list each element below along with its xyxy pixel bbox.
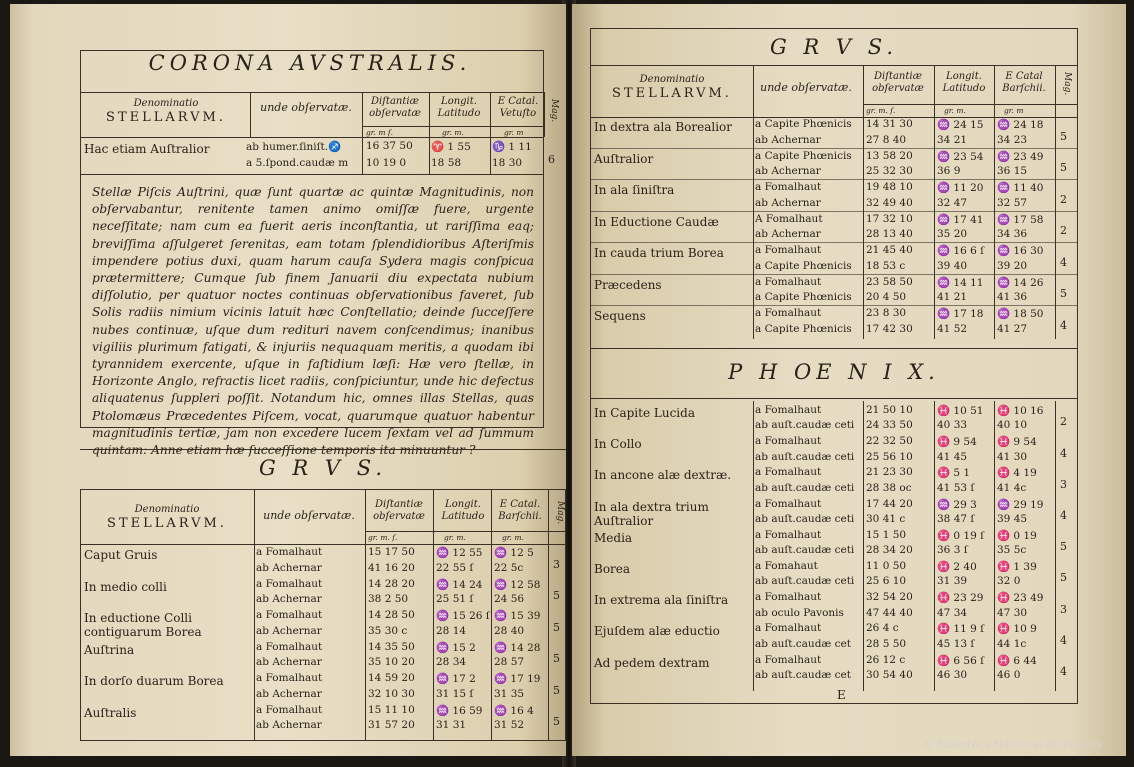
catalog-value: 34 23 <box>997 133 1028 146</box>
observed-distance: 28 13 40 <box>866 228 913 240</box>
observed-distance: 15 11 10 <box>368 703 415 716</box>
longitude-latitude: 36 9 <box>937 165 961 177</box>
observed-from: a Fomalhaut <box>755 528 822 541</box>
longitude-latitude: ♒ 14 11 <box>937 276 984 289</box>
observed-from: a Fomalhaut <box>755 653 822 666</box>
catalog-value: ♒ 16 30 <box>997 245 1044 257</box>
corona-header-distantiae: Diſtantiæ obſervatæ <box>369 96 421 119</box>
longitude-latitude: ♒ 15 26 ſ <box>436 610 490 622</box>
longitude-latitude: ♒ 24 15 <box>937 119 984 131</box>
observed-from: a Capite Phœnicis <box>755 322 852 335</box>
catalog-value: 46 0 <box>997 669 1021 681</box>
catalog-value: ♓ 1 39 <box>997 561 1037 573</box>
observed-from: a Fomalhaut <box>256 546 323 558</box>
catalog-value: 31 52 <box>494 719 525 731</box>
corona-unit-long: gr. m. <box>442 128 464 137</box>
observed-from: a Capite Phœnicis <box>755 259 852 272</box>
magnitude: 6 <box>548 153 555 166</box>
magnitude: 5 <box>553 683 560 697</box>
row-divider <box>590 179 1078 180</box>
observed-distance: 14 35 50 <box>368 640 415 653</box>
catalog-value: ♒ 17 19 <box>494 673 541 685</box>
longitude-latitude: ♒ 16 59 <box>436 704 483 717</box>
observed-from: a Fomalhaut <box>755 275 822 288</box>
observed-from: a Fomalhaut <box>755 244 822 256</box>
catalog-value: ♒ 16 4 <box>494 704 534 717</box>
observed-from: a Fomalhaut <box>256 640 323 653</box>
catalog-value: 22 5c <box>494 561 524 574</box>
observed-distance: 23 58 50 <box>866 275 913 288</box>
observed-from: a Fomalhaut <box>755 181 822 193</box>
catalog-value: ♒ 17 58 <box>997 213 1044 226</box>
star-name: Caput Gruis <box>84 548 158 562</box>
star-name: Media <box>594 530 633 545</box>
star-name: Ad pedem dextram <box>594 655 710 670</box>
longitude-latitude: 46 30 <box>937 669 968 681</box>
magnitude: 4 <box>1060 509 1067 522</box>
observed-distance: 25 32 30 <box>866 165 913 177</box>
magnitude: 3 <box>553 557 560 571</box>
observed-distance: 38 2 50 <box>368 593 409 605</box>
magnitude: 5 <box>1060 540 1067 554</box>
observed-from: a Fomalhaut <box>755 497 822 510</box>
catalog-value: 32 57 <box>997 196 1028 209</box>
star-name: Auſtralis <box>84 705 137 720</box>
observed-distance: 30 54 40 <box>866 669 913 681</box>
longitude-latitude: 40 33 <box>937 419 968 432</box>
star-name: In ancone alæ dextræ. <box>594 468 732 483</box>
catalog-value: 41 30 <box>997 450 1028 463</box>
observed-from: a 5.ſpond.caudæ m <box>246 157 349 169</box>
left-grus-header-ecatal: E Catal. Barſchii. <box>498 499 542 522</box>
catalog-value: 40 10 <box>997 419 1028 432</box>
row-divider <box>590 305 1078 306</box>
observed-from: ab humer.ſiniſt.♐ <box>246 141 342 153</box>
right-page <box>572 4 1126 756</box>
longitude-latitude: ♓ 10 51 <box>937 405 984 417</box>
latin-paragraph: Stellæ Piſcis Auſtrini, quæ ſunt quartæ ac quintæ Magnitudinis, non obſervabantur, renitente tamen animo omiſſæ fuere, urgente neceſſitate; nam cum ea fuerit aeris inconſtantia, ut rariſſima eaq; breviſſima aſſulgeret ſerenitas, eam totam ſplendidioribus Aſteriſmis impendere potius duxi, quam harum cauſa Sydera magis conſpicua prætermittere; Cumque ſub finem Januarii diu expectata nubium diſſolutio, per quatuor noctes continuas obſervationibus faveret, ſub Solis radiis nimium vicinis latuit hæc Conſtellatio; deinde ſucceſſere nubes continuæ, uſque dum redituri navem conſcendimus; inanibus vigiliis plurimum fatigati, & injuriis nequaquam meritis, a quodam ibi tyrannidem exercente, uſque in faſtidium læſi: Hæ vero ſtellæ, in Horizonte Anglo, refractis licet radiis, conſpiciuntur, unde hic defectus aliquatenus ſuppleri poſſit. Notandum hic, omnes illas Stellas, quas Ptolomæus Præcedentes Piſcem, vocat, quarumque quatuor habentur magnitudinis tertiæ, jam non excedere lucem ſextam vel ad ſummum <box>92 185 534 440</box>
observed-from: ab auſt.caudæ ceti <box>755 544 855 557</box>
observed-from: A Fomalhaut <box>755 212 823 225</box>
observed-distance: 17 44 20 <box>866 497 913 510</box>
catalog-value: ♒ 14 26 <box>997 276 1044 289</box>
longitude-latitude: ♒ 14 24 <box>436 578 483 591</box>
observed-distance: 13 58 20 <box>866 149 913 162</box>
longitude-latitude: ♓ 0 19 ſ <box>937 529 985 542</box>
catalog-value: 44 1c <box>997 637 1027 650</box>
observed-from: a Fomalhaut <box>256 577 323 590</box>
observed-from: a Fomalhaut <box>755 307 822 319</box>
catalog-value: 39 20 <box>997 259 1028 272</box>
observed-from: a Fomalhaut <box>256 609 323 621</box>
row-divider <box>590 242 1078 243</box>
observed-distance: 27 8 40 <box>866 133 907 146</box>
observed-distance: 25 56 10 <box>866 450 913 463</box>
longitude-latitude: ♒ 17 18 <box>937 308 984 320</box>
observed-distance: 35 10 20 <box>368 656 415 668</box>
corona-unit-cat: gr. m <box>504 128 524 137</box>
catalog-value: 28 40 <box>494 624 525 637</box>
right-grus-unit-dist: gr. m. ſ. <box>866 106 896 115</box>
longitude-latitude: 41 21 <box>937 291 968 303</box>
observed-distance: 20 4 50 <box>866 291 907 303</box>
longitude-latitude: 28 14 <box>436 624 467 637</box>
observed-distance: 23 8 30 <box>866 307 907 319</box>
catalog-value: 39 45 <box>997 513 1028 525</box>
observed-from: ab Achernar <box>256 719 322 731</box>
observed-from: ab Achernar <box>256 687 322 700</box>
row-divider <box>590 211 1078 212</box>
right-grus-header-stellarum: STELLARVM. <box>612 86 732 101</box>
observed-from: a Capite Phœnicis <box>755 149 852 162</box>
catalog-value: ♒ 14 28 <box>494 641 541 654</box>
observed-from: ab auſt.caudæ ceti <box>755 513 855 525</box>
observed-from: ab Achernar <box>256 593 322 605</box>
right-grus-header-ecatal: E Catal Barſchii. <box>1002 71 1046 94</box>
star-name: In dorſo duarum Borea <box>84 674 224 688</box>
magnitude: 4 <box>1060 318 1067 332</box>
longitude-latitude: ♓ 11 9 ſ <box>937 623 985 636</box>
corona-title: CORONA AVSTRALIS. <box>148 51 472 75</box>
observed-from: a Fomalhaut <box>755 435 822 448</box>
observed-from: a Fomalhaut <box>755 591 822 604</box>
longitude-latitude: 31 15 ſ <box>436 687 474 700</box>
star-name: In dextra ala Borealior <box>594 120 732 134</box>
catalog-value: ♓ 0 19 <box>997 529 1037 542</box>
catalog-value: 41 4c <box>997 481 1027 494</box>
catalog-value: ♒ 12 5 <box>494 547 534 559</box>
magnitude: 4 <box>1060 446 1067 460</box>
catalog-value: ♒ 23 49 <box>997 150 1044 163</box>
corona-header-ecatal: E Catal. Vetuſto <box>497 96 539 119</box>
observed-from: ab oculo Pavonis <box>755 606 844 619</box>
observed-distance: 47 44 40 <box>866 606 913 619</box>
catalog-value: 32 0 <box>997 575 1021 588</box>
observed-from: ab auſt.caudæ ceti <box>755 450 855 463</box>
corona-header-denominatio: Denominatio <box>133 98 199 109</box>
corona-header-stellarum: STELLARVM. <box>106 110 226 125</box>
left-grus-title: G R V S. <box>258 456 388 480</box>
observed-from: a Fomalhaut <box>256 703 323 716</box>
observed-distance: 32 49 40 <box>866 196 913 209</box>
observed-from: a Fomalhaut <box>755 404 822 416</box>
catalog-value: ♓ 10 16 <box>997 405 1044 417</box>
magnitude: 2 <box>1060 192 1067 206</box>
corona-unit-dist: gr. m ſ. <box>366 128 393 137</box>
catalog-value: ♒ 12 58 <box>494 578 541 591</box>
observed-from: ab auſt.caudæ ceti <box>755 419 855 432</box>
catalog-value: 28 57 <box>494 656 525 668</box>
observed-distance: 28 34 20 <box>866 544 913 557</box>
observed-from: a Fomalhaut <box>755 622 822 635</box>
longitude-latitude: 35 20 <box>937 228 968 240</box>
corona-header-longit: Longit. Latitudo <box>437 96 481 119</box>
catalog-value: ♓ 10 9 <box>997 623 1037 636</box>
library-credit: © Biblioteca Nacional de España <box>922 738 1103 751</box>
page-signature: E <box>837 688 846 702</box>
observed-from: a Capite Phœnicis <box>755 118 852 130</box>
star-name: In ala dextra trium Auſtralior <box>594 499 709 528</box>
right-grus-header-distantiae: Diſtantiæ obſervatæ <box>872 71 924 94</box>
observed-distance: 28 38 oc <box>866 481 912 494</box>
row-divider <box>590 274 1078 275</box>
observed-distance: 10 19 0 <box>366 157 407 169</box>
catalog-value: 24 56 <box>494 593 525 605</box>
longitude-latitude: 41 45 <box>937 450 968 463</box>
observed-from: ab Achernar <box>256 561 322 574</box>
observed-from: ab Achernar <box>755 133 821 146</box>
row-divider <box>590 148 1078 149</box>
observed-distance: 15 1 50 <box>866 528 907 541</box>
left-grus-unit-dist: gr. m. ſ. <box>368 533 398 542</box>
magnitude: 5 <box>1060 571 1067 585</box>
catalog-value: ♒ 15 39 <box>494 610 541 622</box>
right-grus-unit-cat: gr. m <box>1004 106 1024 115</box>
right-grus-header-denominatio: Denominatio <box>639 74 705 85</box>
longitude-latitude: 38 47 ſ <box>937 513 975 525</box>
longitude-latitude: 22 55 ſ <box>436 561 474 574</box>
observed-distance: 11 0 50 <box>866 560 907 572</box>
longitude-latitude: 31 39 <box>937 575 968 588</box>
longitude-latitude: ♒ 16 6 ſ <box>937 245 985 257</box>
right-grus-header-longit: Longit. Latitudo <box>942 71 986 94</box>
catalog-value: 31 35 <box>494 687 525 700</box>
star-name: In cauda trium Borea <box>594 246 724 260</box>
observed-distance: 26 12 c <box>866 653 906 666</box>
observed-from: ab auſt.caudæ cet <box>755 669 851 681</box>
catalog-value: 35 5c <box>997 544 1027 557</box>
left-grus-header-longit: Longit. Latitudo <box>441 499 485 522</box>
longitude-latitude: ♓ 2 40 <box>937 561 977 573</box>
observed-from: a Fomalhaut <box>256 672 323 684</box>
observed-distance: 26 4 c <box>866 622 899 635</box>
observed-from: ab Achernar <box>755 228 821 240</box>
left-grus-header-stellarum: STELLARVM. <box>107 516 227 531</box>
left-grus-header-unde: unde obſervatæ. <box>263 509 355 522</box>
catalog-value: 41 27 <box>997 322 1028 335</box>
catalog-value: ♒ 24 18 <box>997 119 1044 131</box>
corona-header-unde: unde obſervatæ. <box>260 101 352 114</box>
longitude-latitude: 39 40 <box>937 259 968 272</box>
observed-distance: 30 41 c <box>866 513 906 525</box>
catalog-value: ♓ 6 44 <box>997 654 1037 667</box>
longitude-latitude: 36 3 ſ <box>937 544 968 557</box>
magnitude: 5 <box>553 652 560 665</box>
observed-distance: 17 32 10 <box>866 212 913 225</box>
magnitude: 4 <box>1060 255 1067 269</box>
observed-from: ab Achernar <box>755 165 821 177</box>
longitude-latitude: ♈ 1 55 <box>431 141 471 153</box>
magnitude: 5 <box>1060 129 1067 143</box>
longitude-latitude: 28 34 <box>436 656 467 668</box>
observed-distance: 21 45 40 <box>866 244 913 256</box>
catalog-value: 36 15 <box>997 165 1028 177</box>
catalog-value: ♓ 4 19 <box>997 467 1037 480</box>
longitude-latitude: 25 51 ſ <box>436 593 474 605</box>
left-grus-header-denominatio: Denominatio <box>134 504 200 515</box>
catalog-value: 18 30 <box>492 157 523 169</box>
longitude-latitude: ♒ 15 2 <box>436 641 476 654</box>
longitude-latitude: 41 53 ſ <box>937 481 975 494</box>
longitude-latitude: 31 31 <box>436 719 467 731</box>
observed-distance: 24 33 50 <box>866 419 913 432</box>
magnitude: 5 <box>1060 287 1067 300</box>
observed-distance: 18 53 c <box>866 259 906 272</box>
star-name: In Eductione Caudæ <box>594 214 719 229</box>
magnitude: 5 <box>553 589 560 602</box>
longitude-latitude: ♒ 29 3 <box>937 498 977 511</box>
catalog-value: ♒ 29 19 <box>997 498 1044 511</box>
catalog-value: ♑ 1 11 <box>492 141 532 153</box>
longitude-latitude: ♓ 5 1 <box>937 467 971 480</box>
right-grus-title: G R V S. <box>769 35 899 59</box>
star-name: Hac etiam Auſtralior <box>84 142 210 156</box>
longitude-latitude: ♒ 23 54 <box>937 150 984 163</box>
left-grus-unit-long: gr. m. <box>444 533 466 542</box>
catalog-value: ♓ 23 49 <box>997 592 1044 605</box>
observed-distance: 35 30 c <box>368 624 408 637</box>
catalog-value: ♓ 9 54 <box>997 436 1037 449</box>
observed-distance: 32 54 20 <box>866 591 913 604</box>
longitude-latitude: 34 21 <box>937 133 968 146</box>
observed-from: ab Achernar <box>256 624 322 637</box>
star-name: In medio colli <box>84 579 167 594</box>
observed-from: a Fomalhaut <box>755 466 822 479</box>
magnitude: 4 <box>1060 633 1067 647</box>
longitude-latitude: 41 52 <box>937 322 968 335</box>
observed-from: a Capite Phœnicis <box>755 291 852 303</box>
star-name: Ejuſdem alæ eductio <box>594 624 720 639</box>
observed-from: ab auſt.caudæ cet <box>755 637 851 650</box>
star-name: Præcedens <box>594 277 662 292</box>
right-grus-header-unde: unde obſervatæ. <box>760 81 852 94</box>
left-page <box>10 4 566 756</box>
observed-distance: 31 57 20 <box>368 719 415 731</box>
magnitude: 3 <box>1060 602 1067 616</box>
observed-distance: 15 17 50 <box>368 546 415 558</box>
catalog-value: 34 36 <box>997 228 1028 240</box>
observed-distance: 21 50 10 <box>866 404 913 416</box>
longitude-latitude: ♒ 17 41 <box>937 213 984 226</box>
catalog-value: ♒ 18 50 <box>997 308 1044 320</box>
observed-distance: 14 59 20 <box>368 672 415 684</box>
observed-distance: 21 23 30 <box>866 466 913 479</box>
longitude-latitude: ♓ 6 56 ſ <box>937 654 985 667</box>
observed-from: a Fomahaut <box>755 560 818 572</box>
observed-from: ab auſt.caudæ ceti <box>755 481 855 494</box>
longitude-latitude: ♓ 23 29 <box>937 592 984 605</box>
observed-distance: 16 37 50 <box>366 140 413 152</box>
magnitude: 5 <box>1060 161 1067 174</box>
longitude-latitude: 47 34 <box>937 606 968 619</box>
right-grus-unit-long: gr. m. <box>944 106 966 115</box>
star-name: Sequens <box>594 309 646 323</box>
observed-distance: 41 16 20 <box>368 561 415 574</box>
star-name: In extrema ala ſiniſtra <box>594 593 729 608</box>
longitude-latitude: 32 47 <box>937 196 968 209</box>
star-name: Auſtrina <box>84 642 135 657</box>
observed-distance: 14 31 30 <box>866 118 913 130</box>
longitude-latitude: 45 13 ſ <box>937 637 975 650</box>
observed-distance: 19 48 10 <box>866 181 913 193</box>
observed-distance: 28 5 50 <box>866 637 907 650</box>
left-grus-header-mag: Mag. <box>555 501 565 525</box>
star-name: Borea <box>594 562 631 576</box>
star-name: In eductione Colli contiguarum Borea <box>84 611 202 639</box>
catalog-value: 41 36 <box>997 291 1028 303</box>
observed-from: ab Achernar <box>256 656 322 668</box>
magnitude: 5 <box>553 620 560 634</box>
catalog-value: 47 30 <box>997 606 1028 619</box>
longitude-latitude: ♓ 9 54 <box>937 436 977 449</box>
star-name: Auſtralior <box>594 151 654 166</box>
star-name: In ala ſiniſtra <box>594 183 675 197</box>
magnitude: 5 <box>553 715 560 728</box>
observed-distance: 22 32 50 <box>866 435 913 448</box>
phoenix-title: P H OE N I X. <box>728 360 940 384</box>
right-grus-header-mag: Mag. <box>1062 72 1072 96</box>
observed-distance: 14 28 50 <box>368 609 415 621</box>
observed-from: ab auſt.caudæ ceti <box>755 575 855 588</box>
corona-header-mag: Mag. <box>549 99 559 123</box>
magnitude: 2 <box>1060 224 1067 237</box>
observed-distance: 14 28 20 <box>368 577 415 590</box>
star-name: In Collo <box>594 437 642 452</box>
catalog-value: ♒ 11 40 <box>997 182 1044 194</box>
longitude-latitude: ♒ 11 20 <box>937 182 984 194</box>
left-grus-header-distantiae: Diſtantiæ obſervatæ <box>373 499 425 522</box>
star-name: In Capite Lucida <box>594 406 695 420</box>
left-grus-unit-cat: gr. m. <box>502 533 524 542</box>
magnitude: 4 <box>1060 665 1067 678</box>
longitude-latitude: 18 58 <box>431 157 462 169</box>
observed-distance: 25 6 10 <box>866 575 907 588</box>
magnitude: 2 <box>1060 415 1067 429</box>
observed-distance: 17 42 30 <box>866 322 913 335</box>
magnitude: 3 <box>1060 477 1067 491</box>
observed-distance: 32 10 30 <box>368 687 415 700</box>
longitude-latitude: ♒ 12 55 <box>436 547 483 559</box>
observed-from: ab Achernar <box>755 196 821 209</box>
longitude-latitude: ♒ 17 2 <box>436 673 476 685</box>
